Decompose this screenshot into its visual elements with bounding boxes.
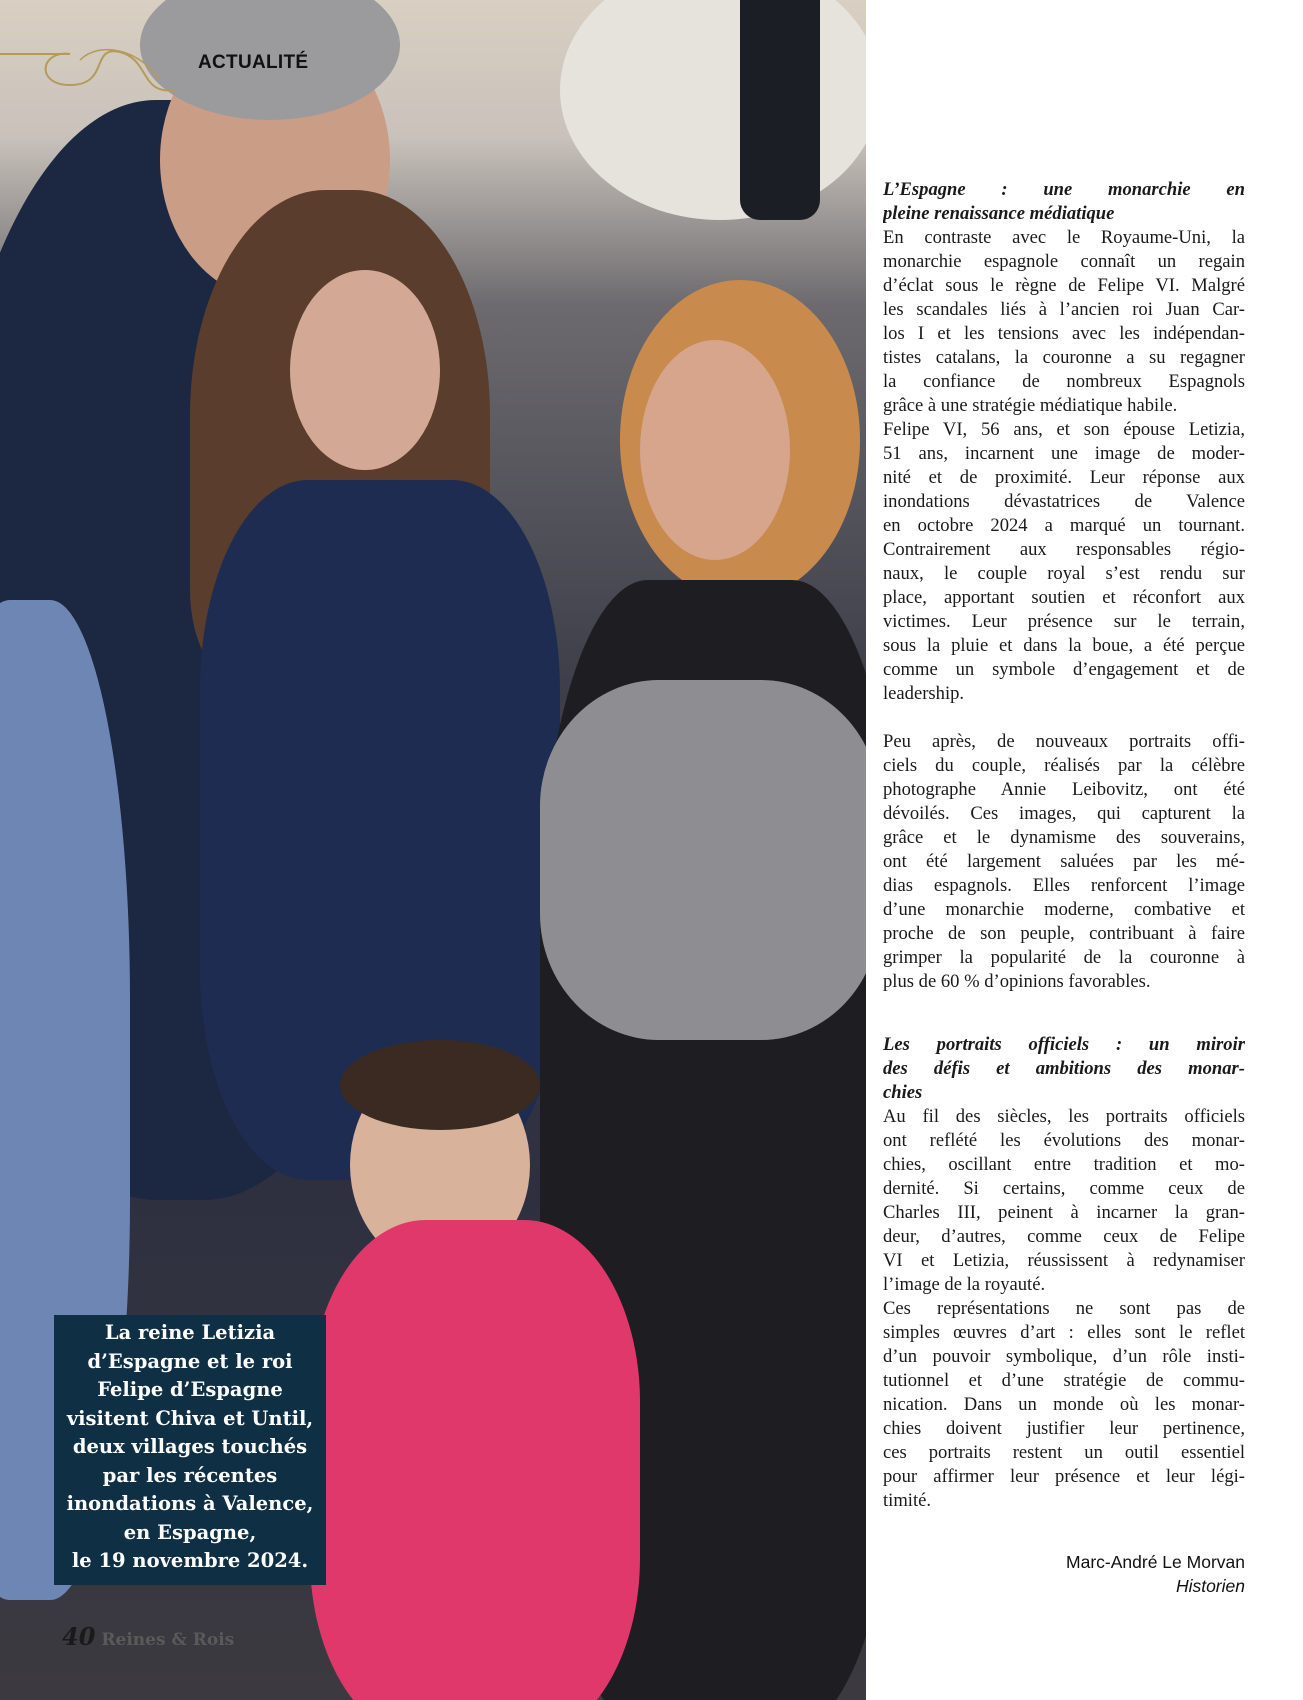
paragraph bbox=[883, 1297, 1245, 1513]
section-heading-line: L’Espagne : une monarchie en bbox=[883, 179, 1245, 200]
article-section-spain bbox=[883, 178, 1245, 994]
text-line: nication. Dans un monde où les monar- bbox=[883, 1394, 1245, 1415]
text-line: leadership. bbox=[883, 683, 965, 704]
text-line: Peu après, de nouveaux portraits offi- bbox=[883, 731, 1245, 752]
caption-line: Felipe d’Espagne bbox=[97, 1378, 283, 1401]
paragraph bbox=[883, 226, 1245, 418]
text-line: photographe Annie Leibovitz, ont été bbox=[883, 779, 1245, 800]
text-line: plus de 60 % d’opinions favorables. bbox=[883, 971, 1151, 992]
text-line: tutionnel et d’une stratégie de commu- bbox=[883, 1370, 1245, 1391]
text-line: victimes. Leur présence sur le terrain, bbox=[883, 611, 1245, 632]
text-line: Felipe VI, 56 ans, et son épouse Letizia, bbox=[883, 419, 1245, 440]
text-line: les scandales liés à l’ancien roi Juan Car- bbox=[883, 299, 1245, 320]
text-line: inondations dévastatrices de Valence bbox=[883, 491, 1245, 512]
magazine-name: Reines & Rois bbox=[101, 1630, 235, 1650]
text-line: En contraste avec le Royaume-Uni, la bbox=[883, 227, 1245, 248]
queen-face bbox=[290, 270, 440, 470]
text-line: ciels du couple, réalisés par la célèbre bbox=[883, 755, 1245, 776]
text-line: l’image de la royauté. bbox=[883, 1274, 1046, 1295]
text-line: grâce à une stratégie médiatique habile. bbox=[883, 395, 1178, 416]
text-line: d’un pouvoir symbolique, d’un rôle insti- bbox=[883, 1346, 1245, 1367]
text-line: 51 ans, incarnent une image de moder- bbox=[883, 443, 1245, 464]
text-line: dévoilés. Ces images, qui capturent la bbox=[883, 803, 1245, 824]
page-footer bbox=[62, 1622, 234, 1651]
author-role: Historien bbox=[1175, 1576, 1245, 1596]
text-line: Ces représentations ne sont pas de bbox=[883, 1298, 1245, 1319]
page-number: 40 bbox=[62, 1622, 96, 1651]
caption-line: inondations à Valence, bbox=[66, 1492, 314, 1515]
text-line: proche de son peuple, contribuant à faire bbox=[883, 923, 1245, 944]
paragraph bbox=[883, 418, 1245, 706]
section-heading-line: Les portraits officiels : un miroir bbox=[883, 1034, 1245, 1055]
sky-background bbox=[560, 0, 866, 220]
text-line: ont été largement saluées par les mé- bbox=[883, 851, 1245, 872]
caption-line: La reine Letizia bbox=[104, 1321, 276, 1344]
paragraph bbox=[883, 730, 1245, 994]
caption-line: le 19 novembre 2024. bbox=[71, 1549, 309, 1572]
section-heading-line: pleine renaissance médiatique bbox=[883, 203, 1115, 224]
section-heading-line: chies bbox=[883, 1082, 923, 1103]
text-line: dernité. Si certains, comme ceux de bbox=[883, 1178, 1245, 1199]
text-line: ont reflété les évolutions des monar- bbox=[883, 1130, 1245, 1151]
text-line: sous la pluie et dans la boue, a été perçue bbox=[883, 635, 1245, 656]
paragraph bbox=[883, 1105, 1245, 1297]
text-line: VI et Letizia, réussissent à redynamiser bbox=[883, 1250, 1245, 1271]
text-line: chies doivent justifier leur pertinence, bbox=[883, 1418, 1245, 1439]
text-line: chies, oscillant entre tradition et mo- bbox=[883, 1154, 1245, 1175]
text-line: deur, d’autres, comme ceux de Felipe bbox=[883, 1226, 1245, 1247]
text-line: place, apportant soutien et réconfort aux bbox=[883, 587, 1245, 608]
text-line: los I et les tensions avec les indépendan- bbox=[883, 323, 1245, 344]
text-line: la confiance de nombreux Espagnols bbox=[883, 371, 1245, 392]
section-heading-line: des défis et ambitions des monar- bbox=[883, 1058, 1245, 1079]
caption-line: visitent Chiva et Until, bbox=[66, 1406, 314, 1430]
text-line: d’éclat sous le règne de Felipe VI. Malgré bbox=[883, 275, 1245, 296]
text-line: dias espagnols. Elles renforcent l’image bbox=[883, 875, 1245, 896]
caption-line: d’Espagne et le roi bbox=[87, 1349, 293, 1373]
text-line: tistes catalans, la couronne a su regagner bbox=[883, 347, 1245, 368]
section-label: ACTUALITÉ bbox=[198, 52, 309, 73]
text-line: grimper la popularité de la couronne à bbox=[883, 947, 1245, 968]
text-line: comme un symbole d’engagement et de bbox=[883, 659, 1245, 680]
child-hair bbox=[340, 1040, 540, 1130]
photo-caption bbox=[54, 1315, 326, 1585]
caption-line: deux villages touchés bbox=[72, 1435, 308, 1458]
text-line: nité et de proximité. Leur réponse aux bbox=[883, 467, 1245, 488]
text-line: en octobre 2024 a marqué un tournant. bbox=[883, 515, 1245, 536]
text-line: Charles III, peinent à incarner la gran- bbox=[883, 1202, 1245, 1223]
woman-face bbox=[640, 340, 790, 560]
text-line: timité. bbox=[883, 1490, 932, 1511]
lamp-post bbox=[740, 0, 820, 220]
author-signature bbox=[1066, 1550, 1245, 1598]
woman-sweater bbox=[540, 680, 866, 1040]
text-line: simples œuvres d’art : elles sont le reflet bbox=[883, 1322, 1245, 1343]
text-line: naux, le couple royal s’est rendu sur bbox=[883, 563, 1245, 584]
author-name: Marc-André Le Morvan bbox=[1066, 1552, 1245, 1572]
article-section-portraits bbox=[883, 1033, 1245, 1513]
text-line: monarchie espagnole connaît un regain bbox=[883, 251, 1245, 272]
text-line: Au fil des siècles, les portraits officiels bbox=[883, 1106, 1245, 1127]
text-line: ces portraits restent un outil essentiel bbox=[883, 1442, 1245, 1463]
text-line: pour affirmer leur présence et leur légi- bbox=[883, 1466, 1245, 1487]
caption-line: en Espagne, bbox=[123, 1520, 257, 1544]
decorative-flourish-icon bbox=[0, 40, 190, 100]
text-line: grâce et le dynamisme des souverains, bbox=[883, 827, 1245, 848]
text-line: Contrairement aux responsables régio- bbox=[883, 539, 1245, 560]
child-pink-jacket bbox=[310, 1220, 640, 1700]
text-line: d’une monarchie moderne, combative et bbox=[883, 899, 1245, 920]
caption-line: par les récentes bbox=[102, 1463, 278, 1487]
